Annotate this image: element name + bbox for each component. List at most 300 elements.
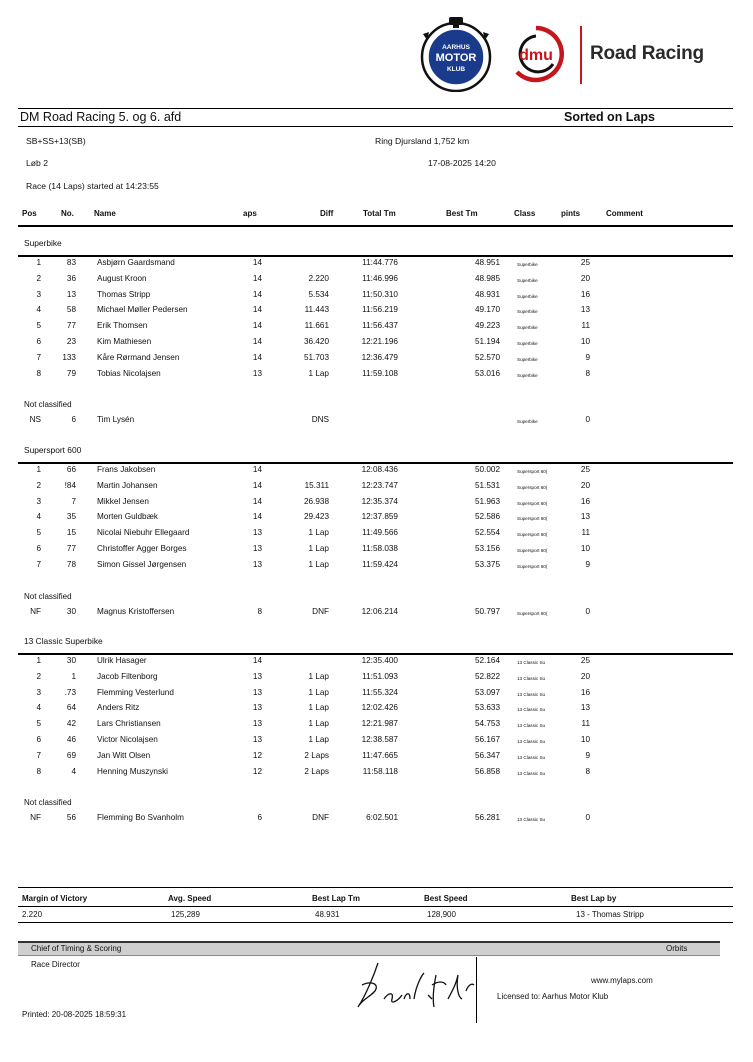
cell-best: 49.223 xyxy=(474,321,500,331)
cell-best: 53.633 xyxy=(474,703,500,713)
section-rule xyxy=(18,255,733,257)
cell-name: Jan Witt Olsen xyxy=(97,750,151,760)
amk-logo-text-2: MOTOR xyxy=(435,52,477,64)
cell-no: 77 xyxy=(66,321,76,331)
cell-diff: 1 Lap xyxy=(308,544,329,553)
cell-best: 56.858 xyxy=(474,766,500,776)
cell-pos: 7 xyxy=(36,750,41,760)
cell-diff: 2 Laps xyxy=(304,766,329,776)
cell-pts: 0 xyxy=(585,606,590,616)
col-pos: Pos xyxy=(22,209,37,218)
timing-footer-bar xyxy=(18,941,720,956)
cell-pos: 6 xyxy=(36,735,41,744)
cell-no: 56 xyxy=(66,813,76,823)
cell-best: 50.797 xyxy=(474,606,500,616)
cell-laps: 6 xyxy=(257,813,262,823)
cell-best: 53.375 xyxy=(474,559,500,569)
signature-divider xyxy=(476,957,477,1023)
amk-logo-text-1: AARHUS xyxy=(442,44,470,51)
cell-pts: 9 xyxy=(585,750,590,760)
cell-laps: 13 xyxy=(252,687,262,697)
race-director-signature xyxy=(348,955,478,1015)
result-row xyxy=(0,321,753,336)
cell-total: 11:58.038 xyxy=(362,544,398,553)
cell-pos: 7 xyxy=(36,352,41,362)
licensed-to: Licensed to: Aarhus Motor Klub xyxy=(497,992,609,1001)
cell-best: 48.931 xyxy=(474,289,500,299)
summary-best-speed: 128,900 xyxy=(427,910,456,919)
cell-total: 12:21.987 xyxy=(361,719,398,729)
cell-pts: 9 xyxy=(585,559,590,569)
cell-no: 13 xyxy=(66,289,76,299)
cell-total: 12:08.436 xyxy=(361,465,398,474)
summary-label-best-speed: Best Speed xyxy=(424,894,468,903)
summary-avg-speed: 125,289 xyxy=(171,910,200,919)
not-classified-label: Not classified xyxy=(24,798,72,808)
col-no: No. xyxy=(61,209,74,218)
cell-name: Flemming Vesterlund xyxy=(97,687,174,697)
cell-pos: 2 xyxy=(36,671,41,681)
cell-total: 11:56.437 xyxy=(362,321,398,331)
cell-pos: 3 xyxy=(36,496,41,506)
cell-no: 77 xyxy=(66,544,76,553)
cell-pos: 1 xyxy=(36,465,41,474)
cell-name: Kåre Rørmand Jensen xyxy=(97,352,180,362)
cell-pts: 8 xyxy=(585,766,590,776)
cell-total: 11:47.665 xyxy=(362,750,398,760)
cell-best: 48.951 xyxy=(474,258,500,267)
cell-diff: DNF xyxy=(312,606,329,616)
cell-name: Jacob Filtenborg xyxy=(97,671,158,681)
race-datetime: 17-08-2025 14:20 xyxy=(428,158,496,168)
cell-name: Frans Jakobsen xyxy=(97,465,156,474)
cell-diff: 1 Lap xyxy=(308,528,329,538)
cell-pos: 3 xyxy=(36,687,41,697)
result-row xyxy=(0,751,753,766)
col-total: Total Tm xyxy=(363,209,396,218)
race-start-info: Race (14 Laps) started at 14:23:55 xyxy=(26,181,159,191)
cell-pts: 16 xyxy=(580,687,590,697)
cell-total: 11:51.093 xyxy=(362,671,398,681)
cell-total: 6:02.501 xyxy=(366,813,398,823)
track-name: Ring Djursland 1,752 km xyxy=(375,136,470,146)
cell-laps: 13 xyxy=(252,703,262,713)
result-row xyxy=(0,544,753,559)
col-best: Best Tm xyxy=(446,209,478,218)
cell-pos: NS xyxy=(29,415,41,425)
result-row xyxy=(0,688,753,703)
cell-best: 53.016 xyxy=(474,368,500,378)
col-comment: Comment xyxy=(606,209,643,218)
cell-best: 56.347 xyxy=(474,750,500,760)
cell-name: Michael Møller Pedersen xyxy=(97,305,188,315)
result-row xyxy=(0,305,753,320)
summary-label-best-lap-tm: Best Lap Tm xyxy=(312,894,361,903)
cell-pts: 10 xyxy=(580,735,590,744)
cell-no: 58 xyxy=(66,305,76,315)
cell-no: 6 xyxy=(71,415,76,425)
result-row xyxy=(0,767,753,782)
cell-best: 52.554 xyxy=(474,528,500,538)
cell-name: Anders Ritz xyxy=(97,703,140,713)
cell-pos: 6 xyxy=(36,337,41,346)
cell-pts: 20 xyxy=(580,480,590,490)
col-points: pints xyxy=(561,209,581,218)
race-director-label: Race Director xyxy=(31,960,80,969)
summary-label-best-lap-by: Best Lap by xyxy=(571,894,617,903)
cell-diff: 1 Lap xyxy=(308,703,329,713)
result-row xyxy=(0,656,753,671)
cell-no: 78 xyxy=(66,559,76,569)
cell-no: 23 xyxy=(66,337,76,346)
summary-bottom-rule xyxy=(18,922,733,923)
cell-diff: DNS xyxy=(311,415,329,425)
cell-class: Supersport 60( xyxy=(517,532,548,538)
col-class: Class xyxy=(514,209,536,218)
cell-pos: 6 xyxy=(36,544,41,553)
cell-pos: 3 xyxy=(36,289,41,299)
cell-class: Superbike xyxy=(517,277,538,283)
cell-no: 64 xyxy=(66,703,76,713)
header-bottom-rule xyxy=(18,126,733,127)
cell-best: 48.985 xyxy=(474,273,500,283)
cell-diff: 15.311 xyxy=(304,480,329,490)
cell-class: Superbike xyxy=(517,309,538,315)
website: www.mylaps.com xyxy=(591,976,653,985)
cell-total: 12:23.747 xyxy=(361,480,398,490)
result-row xyxy=(0,813,753,828)
cell-laps: 14 xyxy=(252,258,262,267)
cell-class: Supersport 60( xyxy=(517,469,548,474)
cell-pts: 9 xyxy=(585,352,590,362)
cell-name: Tim Lysén xyxy=(97,415,135,425)
cell-diff: DNF xyxy=(312,813,329,823)
summary-best-lap-by: 13 - Thomas Stripp xyxy=(576,910,644,919)
cell-best: 51.963 xyxy=(474,496,500,506)
section-title: Supersport 600 xyxy=(24,445,82,455)
cell-no: 69 xyxy=(66,750,76,760)
not-classified-label: Not classified xyxy=(24,591,72,601)
summary-top-rule xyxy=(18,887,733,888)
result-row xyxy=(0,465,753,480)
cell-total: 12:21.196 xyxy=(361,337,398,346)
cell-pts: 11 xyxy=(581,321,590,331)
cell-pts: 0 xyxy=(585,415,590,425)
cell-diff: 29.423 xyxy=(303,512,329,522)
cell-no: 36 xyxy=(66,273,76,283)
class-group: SB+SS+13(SB) xyxy=(26,136,86,146)
cell-class: 13 Classic Su xyxy=(517,739,546,744)
cell-laps: 13 xyxy=(252,559,262,569)
cell-total: 11:59.424 xyxy=(362,559,398,569)
cell-pos: 5 xyxy=(36,719,41,729)
cell-diff: 1 Lap xyxy=(308,671,329,681)
chief-of-timing: Chief of Timing & Scoring xyxy=(31,944,122,953)
result-row xyxy=(0,512,753,527)
cell-total: 11:50.310 xyxy=(362,289,398,299)
cell-laps: 13 xyxy=(252,368,262,378)
cell-class: Supersport 60( xyxy=(517,610,548,616)
col-diff: Diff xyxy=(320,209,334,218)
summary-best-lap-tm: 48.931 xyxy=(315,910,340,919)
cell-no: 4 xyxy=(71,766,76,776)
cell-pos: 4 xyxy=(36,512,41,522)
cell-no: !84 xyxy=(64,480,76,490)
cell-class: Supersport 60( xyxy=(517,516,548,522)
cell-diff: 51.703 xyxy=(303,352,329,362)
cell-total: 11:49.566 xyxy=(362,528,398,538)
cell-no: .73 xyxy=(64,687,76,697)
cell-pts: 16 xyxy=(580,496,590,506)
column-header-rule xyxy=(18,225,733,227)
cell-laps: 13 xyxy=(252,719,262,729)
cell-laps: 12 xyxy=(252,766,262,776)
cell-class: Supersport 60( xyxy=(517,548,548,553)
cell-total: 11:59.108 xyxy=(362,368,398,378)
cell-total: 12:36.479 xyxy=(361,352,398,362)
cell-no: 46 xyxy=(66,735,76,744)
cell-pts: 13 xyxy=(580,703,590,713)
cell-class: Supersport 60( xyxy=(517,484,548,490)
cell-pts: 13 xyxy=(580,512,590,522)
printed-timestamp: Printed: 20-08-2025 18:59:31 xyxy=(22,1010,127,1019)
cell-class: 13 Classic Su xyxy=(517,707,546,713)
cell-pts: 10 xyxy=(580,337,590,346)
cell-name: Victor Nicolajsen xyxy=(97,735,158,744)
summary-mid-rule xyxy=(18,906,733,907)
road-racing-brand: Road Racing xyxy=(590,43,704,64)
not-classified-label: Not classified xyxy=(24,400,72,410)
cell-name: Kim Mathiesen xyxy=(97,337,152,346)
cell-best: 56.281 xyxy=(474,813,500,823)
cell-pos: 2 xyxy=(36,480,41,490)
cell-class: Superbike xyxy=(517,419,538,425)
cell-class: 13 Classic Su xyxy=(517,675,546,681)
cell-best: 52.164 xyxy=(474,656,500,665)
cell-total: 12:37.859 xyxy=(361,512,398,522)
logo-divider xyxy=(580,26,582,84)
cell-no: 30 xyxy=(66,606,76,616)
cell-laps: 14 xyxy=(252,480,262,490)
cell-class: Superbike xyxy=(517,341,538,346)
cell-laps: 14 xyxy=(252,496,262,506)
result-row xyxy=(0,607,753,622)
cell-laps: 14 xyxy=(252,289,262,299)
cell-pos: 4 xyxy=(36,703,41,713)
cell-no: 133 xyxy=(62,352,76,362)
cell-pts: 10 xyxy=(580,544,590,553)
cell-pos: 5 xyxy=(36,321,41,331)
cell-best: 52.586 xyxy=(474,512,500,522)
result-row xyxy=(0,560,753,575)
dmu-logo-text: dmu xyxy=(519,47,553,64)
cell-name: Morten Guldbæk xyxy=(97,512,158,522)
cell-class: 13 Classic Su xyxy=(517,723,546,729)
cell-total: 12:35.400 xyxy=(361,656,398,665)
cell-pts: 8 xyxy=(585,368,590,378)
cell-pos: 8 xyxy=(36,368,41,378)
cell-class: 13 Classic Su xyxy=(517,660,546,665)
cell-best: 52.822 xyxy=(474,671,500,681)
cell-diff: 26.938 xyxy=(303,496,329,506)
cell-pos: 2 xyxy=(36,273,41,283)
cell-class: 13 Classic Su xyxy=(517,770,546,776)
cell-class: 13 Classic Su xyxy=(517,754,546,760)
result-row xyxy=(0,258,753,273)
cell-total: 11:55.324 xyxy=(362,687,398,697)
result-row xyxy=(0,703,753,718)
cell-name: Henning Muszynski xyxy=(97,766,168,776)
cell-best: 54.753 xyxy=(474,719,500,729)
cell-total: 12:35.374 xyxy=(361,496,398,506)
cell-class: Superbike xyxy=(517,262,538,267)
cell-total: 11:46.996 xyxy=(362,273,398,283)
cell-no: 35 xyxy=(66,512,76,522)
cell-diff: 1 Lap xyxy=(308,719,329,729)
cell-best: 51.194 xyxy=(474,337,500,346)
cell-class: Superbike xyxy=(517,293,538,299)
section-rule xyxy=(18,462,733,464)
cell-pos: NF xyxy=(30,606,41,616)
cell-best: 52.570 xyxy=(474,352,500,362)
dmu-logo xyxy=(507,24,565,84)
cell-name: Martin Johansen xyxy=(97,480,158,490)
cell-pts: 11 xyxy=(581,719,590,729)
cell-name: Thomas Stripp xyxy=(97,289,151,299)
result-row xyxy=(0,528,753,543)
cell-name: Asbjørn Gaardsmand xyxy=(97,258,175,267)
cell-no: 79 xyxy=(66,368,76,378)
cell-class: Superbike xyxy=(517,372,538,378)
cell-pos: 7 xyxy=(36,559,41,569)
cell-diff: 2 Laps xyxy=(304,750,329,760)
summary-label-avg-speed: Avg. Speed xyxy=(168,894,212,903)
cell-pos: NF xyxy=(30,813,41,823)
result-row xyxy=(0,497,753,512)
page-title: DM Road Racing 5. og 6. afd xyxy=(20,110,182,124)
summary-margin: 2.220 xyxy=(22,910,43,919)
amk-logo-text-3: KLUB xyxy=(446,66,466,73)
cell-pts: 20 xyxy=(580,671,590,681)
cell-laps: 13 xyxy=(252,671,262,681)
cell-laps: 14 xyxy=(252,273,262,283)
cell-diff: 5.534 xyxy=(308,289,329,299)
result-row xyxy=(0,415,753,430)
cell-name: Christoffer Agger Borges xyxy=(97,544,187,553)
cell-laps: 12 xyxy=(252,750,262,760)
cell-pts: 25 xyxy=(580,465,590,474)
result-row xyxy=(0,369,753,384)
cell-class: Superbike xyxy=(517,325,538,331)
cell-laps: 14 xyxy=(252,321,262,331)
cell-diff: 1 Lap xyxy=(308,687,329,697)
cell-pos: 1 xyxy=(36,656,41,665)
cell-laps: 13 xyxy=(252,544,262,553)
cell-no: 66 xyxy=(66,465,76,474)
cell-no: 30 xyxy=(66,656,76,665)
cell-laps: 14 xyxy=(252,465,262,474)
cell-laps: 14 xyxy=(252,305,262,315)
cell-total: 12:02.426 xyxy=(361,703,398,713)
cell-pos: 4 xyxy=(36,305,41,315)
cell-no: 15 xyxy=(66,528,76,538)
aarhus-motor-klub-logo xyxy=(417,14,495,92)
cell-pts: 11 xyxy=(581,528,590,538)
cell-no: 42 xyxy=(66,719,76,729)
section-title: Superbike xyxy=(24,238,62,248)
cell-laps: 14 xyxy=(252,337,262,346)
cell-name: Erik Thomsen xyxy=(97,321,148,331)
cell-name: Ulrik Hasager xyxy=(97,656,147,665)
cell-no: 83 xyxy=(66,258,76,267)
cell-laps: 13 xyxy=(252,528,262,538)
cell-best: 51.531 xyxy=(474,480,500,490)
result-row xyxy=(0,719,753,734)
cell-diff: 36.420 xyxy=(303,337,329,346)
cell-best: 53.097 xyxy=(474,687,500,697)
cell-name: August Kroon xyxy=(97,273,147,283)
cell-class: Superbike xyxy=(517,356,538,362)
cell-pts: 13 xyxy=(580,305,590,315)
cell-total: 11:58.118 xyxy=(362,766,398,776)
header-top-rule xyxy=(18,108,733,109)
cell-pts: 25 xyxy=(580,258,590,267)
cell-laps: 14 xyxy=(252,656,262,665)
cell-name: Mikkel Jensen xyxy=(97,496,149,506)
col-name: Name xyxy=(94,209,116,218)
cell-no: 7 xyxy=(71,496,76,506)
cell-laps: 13 xyxy=(252,735,262,744)
result-row xyxy=(0,735,753,750)
sort-label: Sorted on Laps xyxy=(564,110,655,124)
cell-class: Supersport 60( xyxy=(517,500,548,506)
cell-best: 49.170 xyxy=(474,305,500,315)
cell-pts: 25 xyxy=(580,656,590,665)
result-row xyxy=(0,672,753,687)
cell-pts: 20 xyxy=(580,273,590,283)
cell-diff: 1 Lap xyxy=(308,368,329,378)
cell-name: Nicolai Niebuhr Ellegaard xyxy=(97,528,190,538)
cell-laps: 8 xyxy=(257,606,262,616)
orbits-label: Orbits xyxy=(666,944,688,953)
cell-laps: 14 xyxy=(252,352,262,362)
result-row xyxy=(0,481,753,496)
cell-name: Flemming Bo Svanholm xyxy=(97,813,184,823)
cell-pos: 5 xyxy=(36,528,41,538)
result-row xyxy=(0,274,753,289)
cell-diff: 2.220 xyxy=(308,273,329,283)
cell-total: 12:06.214 xyxy=(361,606,398,616)
cell-diff: 11.443 xyxy=(304,305,329,315)
heat-label: Løb 2 xyxy=(26,158,48,168)
cell-total: 12:38.587 xyxy=(361,735,398,744)
cell-pts: 16 xyxy=(580,289,590,299)
cell-pos: 8 xyxy=(36,766,41,776)
cell-name: Magnus Kristoffersen xyxy=(97,606,175,616)
cell-class: 13 Classic Su xyxy=(517,691,546,697)
result-row xyxy=(0,337,753,352)
cell-diff: 1 Lap xyxy=(308,735,329,744)
cell-diff: 1 Lap xyxy=(308,559,329,569)
cell-total: 11:56.219 xyxy=(362,305,398,315)
cell-class: 13 Classic Su xyxy=(517,817,546,823)
result-row xyxy=(0,353,753,368)
section-title: 13 Classic Superbike xyxy=(24,636,103,646)
cell-total: 11:44.776 xyxy=(362,258,398,267)
cell-name: Simon Gissel Jørgensen xyxy=(97,559,187,569)
cell-class: Supersport 60( xyxy=(517,563,548,569)
cell-pos: 1 xyxy=(36,258,41,267)
